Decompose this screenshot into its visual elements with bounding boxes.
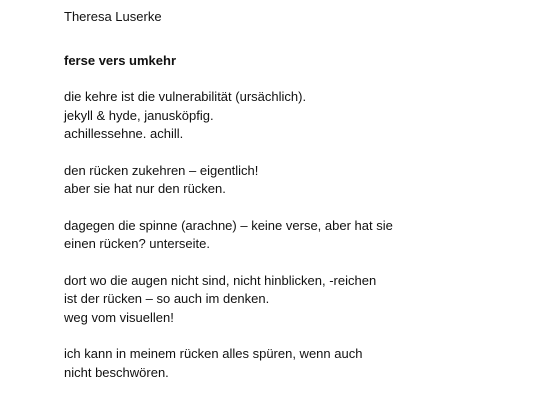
poem-line: jekyll & hyde, janusköpfig. [64,107,214,123]
poem-line: dort wo die augen nicht sind, nicht hinblicken, -reichen [64,272,377,288]
poem-body [64,88,393,400]
poem-line: aber sie hat nur den rücken. [64,181,226,196]
stanza [64,217,393,254]
poem-line: den rücken zukehren – eigentlich! [64,162,259,178]
stanza [64,272,393,328]
stanza [64,88,393,144]
poem-line: ist der rücken – so auch im denken. [64,291,270,306]
poem-title: ferse vers umkehr [64,53,177,68]
stanza [64,345,393,382]
poem-line: weg vom visuellen! [64,309,174,325]
author-name: Theresa Luserke [64,9,162,24]
poem-line: nicht beschwören. [64,364,169,380]
document-page [64,8,544,380]
stanza [64,162,393,199]
poem-line: ich kann in meinem rücken alles spüren, wenn auch [64,346,363,361]
poem-line: achillessehne. achill. [64,126,184,141]
poem-line: einen rücken? unterseite. [64,236,210,251]
poem-line: die kehre ist die vulnerabilität (ursächlich). [64,89,307,104]
poem-line: dagegen die spinne (arachne) – keine verse, aber hat sie [64,217,393,233]
